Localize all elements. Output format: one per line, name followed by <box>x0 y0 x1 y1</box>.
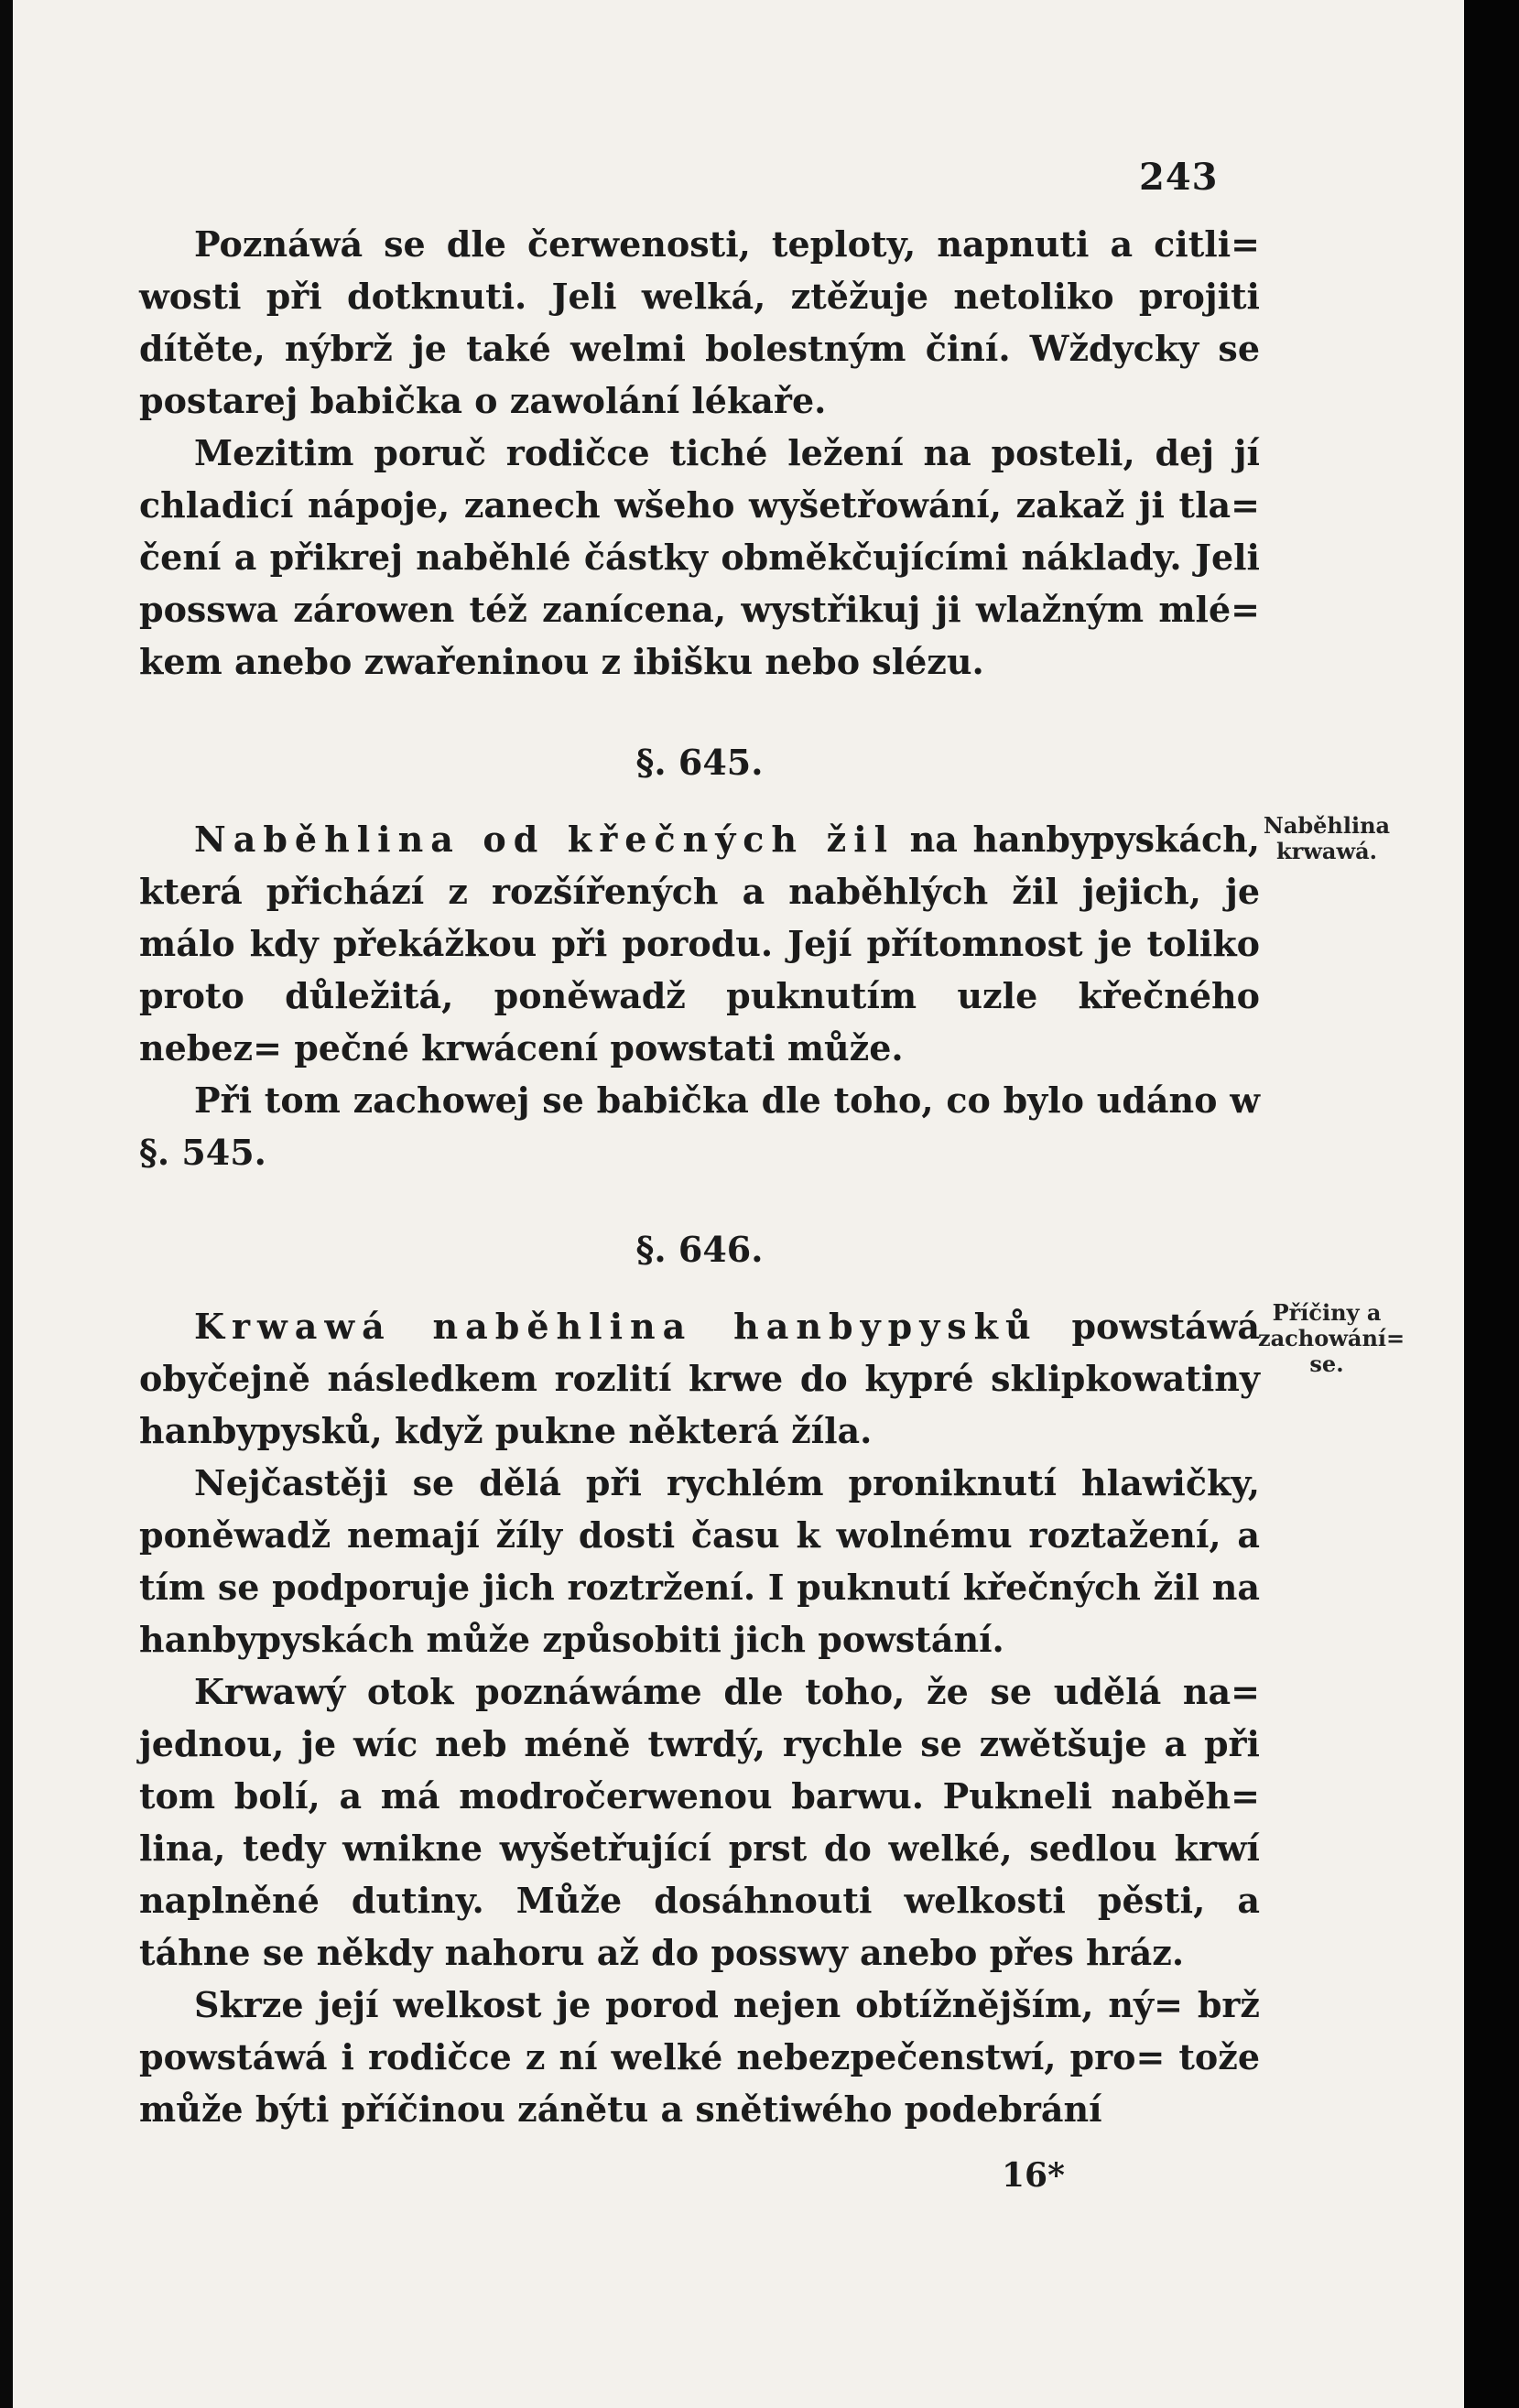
paragraph: Skrze její welkost je porod nejen obtížnějším, ný= brž powstáwá i rodičce z ní welké nebezpečenstwí, pro= tože může býti příčinou zánětu a snětiwého podebrání <box>139 1984 1260 2130</box>
book-page <box>13 0 1464 2408</box>
paragraph: Krwawá naběhlina hanbypysků powstáwá obyčejně následkem rozlití krwe do kypré sklipkowatiny hanbypysků, když pukne některá žíla. <box>139 1306 1260 1451</box>
paragraph: Nejčastěji se dělá při rychlém proniknutí hlawičky, poněwadž nemají žíly dosti času k wolnému roztažení, a tím se podporuje jich roztržení. I puknutí křečných žil na hanbypyskách může způsobiti jich powstání. <box>139 1462 1261 1660</box>
paragraph: Mezitim poruč rodičce tiché ležení na posteli, dej jí chladicí nápoje, zanech wšeho wyšetřowání, zakaž ji tla= čení a přikrej naběhlé částky obměkčujícími náklady. Jeli posswa zárowen též zanícena, wystřikuj ji wlažným mlé= kem anebo zwařeninou z ibišku nebo slézu. <box>139 432 1260 682</box>
paragraph: Naběhlina od křečných žil na hanbypyskách, která přichází z rozšířených a naběhlých žil jejich, je málo kdy překážkou při porodu. Její přítomnost je toliko proto důležitá, poněwadž puknutím uzle křečného nebez= pečné krwácení powstati může. <box>139 819 1261 1068</box>
paragraph: Poznáwá se dle čerwenosti, teploty, napnuti a citli= wosti při dotknuti. Jeli welká, ztěžuje netoliko projiti dítěte, nýbrž je také welmi bolestným činí. Wždycky se postarej babička o zawolání lékaře. <box>139 223 1260 421</box>
section-heading-646: §. 646. <box>635 1229 764 1270</box>
scan-left-border <box>0 0 13 2408</box>
intro-block <box>139 218 1260 688</box>
paragraph: Krwawý otok poznáwáme dle toho, že se udělá na= jednou, je wíc neb méně twrdý, rychle se zwětšuje a při tom bolí, a má modročerwenou barwu. Pukneli naběh= lina, tedy wnikne wyšetřující prst do welké, sedlou krwí naplněné dutiny. Může dosáhnouti welkosti pěsti, a táhne se někdy nahoru až do posswy anebo přes hráz. <box>139 1671 1260 1973</box>
paragraph: Při tom zachowej se babička dle toho, co bylo udáno w §. 545. <box>139 1079 1260 1173</box>
page-number: 243 <box>1139 156 1219 199</box>
section-heading-645: §. 645. <box>635 742 764 783</box>
term-heading: Naběhlina od křečných žil <box>194 819 895 860</box>
section-646-body <box>139 1300 1260 2135</box>
section-645-body <box>139 813 1260 1178</box>
signature-mark: 16* <box>1002 2156 1065 2195</box>
term-heading: Krwawá naběhlina hanbypysků <box>194 1306 1038 1347</box>
margin-note-645: Naběhlina krwawá. <box>1263 812 1391 864</box>
margin-note-646: Příčiny a zachowání= se. <box>1258 1299 1405 1377</box>
scan-right-border <box>1464 0 1519 2408</box>
